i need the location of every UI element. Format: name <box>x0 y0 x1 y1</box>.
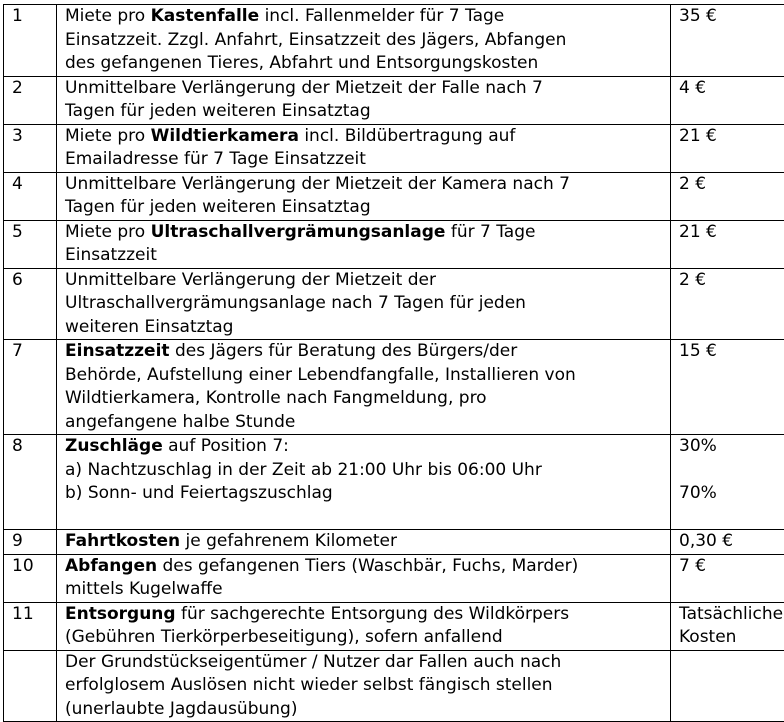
row-description: Abfangen des gefangenen Tiers (Waschbär, Fuchs, Marder) mittels Kugelwaffe <box>57 554 671 602</box>
row-price: 0,30 € <box>671 530 784 555</box>
table-row <box>4 172 784 220</box>
surcharge-holiday-percent: 70% <box>679 482 784 506</box>
row-number: 6 <box>4 268 57 340</box>
row-description: Zuschläge auf Position 7: a) Nachtzuschlag in der Zeit ab 21:00 Uhr bis 06:00 Uhr b) Sonn- und Feiertagszuschlag <box>57 435 671 530</box>
fee-table <box>3 4 784 722</box>
row-number: 3 <box>4 124 57 172</box>
row-number: 5 <box>4 220 57 268</box>
table-row <box>4 530 784 555</box>
row-description: Fahrtkosten je gefahrenem Kilometer <box>57 530 671 555</box>
row-price <box>671 435 784 530</box>
row-description: Einsatzzeit des Jägers für Beratung des Bürgers/der Behörde, Aufstellung einer Lebendfangfalle, Installieren von Wildtierkamera, Kontrolle nach Fangmeldung, pro angefangene halbe Stunde <box>57 340 671 435</box>
row-description: Der Grundstückseigentümer / Nutzer dar Fallen auch nach erfolglosem Auslösen nicht wieder selbst fängisch stellen (unerlaubte Jagdausübung) <box>57 650 671 722</box>
table-row <box>4 602 784 650</box>
row-price: 2 € <box>671 172 784 220</box>
row-price <box>671 650 784 722</box>
table-row <box>4 220 784 268</box>
row-number: 1 <box>4 5 57 77</box>
table-row <box>4 650 784 722</box>
row-price: 35 € <box>671 5 784 77</box>
table-row <box>4 554 784 602</box>
row-description: Unmittelbare Verlängerung der Mietzeit der Falle nach 7 Tagen für jeden weiteren Einsatztag <box>57 76 671 124</box>
bold-term: Kastenfalle <box>151 6 260 26</box>
table-row <box>4 268 784 340</box>
table-row <box>4 124 784 172</box>
table-row <box>4 340 784 435</box>
row-number: 4 <box>4 172 57 220</box>
table-row <box>4 5 784 77</box>
bold-term: Einsatzzeit <box>65 341 170 361</box>
row-price: 7 € <box>671 554 784 602</box>
row-price: 2 € <box>671 268 784 340</box>
row-description: Unmittelbare Verlängerung der Mietzeit der Ultraschallvergrämungsanlage nach 7 Tagen für jeden weiteren Einsatztag <box>57 268 671 340</box>
row-number <box>4 650 57 722</box>
surcharge-night-percent: 30% <box>679 435 784 459</box>
row-number: 8 <box>4 435 57 530</box>
bold-term: Entsorgung <box>65 604 176 624</box>
bold-term: Fahrtkosten <box>65 531 180 551</box>
row-description: Miete pro Ultraschallvergrämungsanlage für 7 Tage Einsatzzeit <box>57 220 671 268</box>
bold-term: Wildtierkamera <box>151 126 299 146</box>
row-number: 7 <box>4 340 57 435</box>
row-number: 2 <box>4 76 57 124</box>
bold-term: Ultraschallvergrämungsanlage <box>151 222 446 242</box>
row-price: Tatsächliche Kosten <box>671 602 784 650</box>
row-description: Unmittelbare Verlängerung der Mietzeit der Kamera nach 7 Tagen für jeden weiteren Einsatztag <box>57 172 671 220</box>
row-number: 10 <box>4 554 57 602</box>
row-price: 15 € <box>671 340 784 435</box>
row-number: 11 <box>4 602 57 650</box>
row-price: 21 € <box>671 220 784 268</box>
row-description: Miete pro Kastenfalle incl. Fallenmelder für 7 Tage Einsatzzeit. Zzgl. Anfahrt, Einsatzzeit des Jägers, Abfangen des gefangenen Tieres, Abfahrt und Entsorgungskosten <box>57 5 671 77</box>
row-description: Miete pro Wildtierkamera incl. Bildübertragung auf Emailadresse für 7 Tage Einsatzzeit <box>57 124 671 172</box>
bold-term: Zuschläge <box>65 436 163 456</box>
table-row <box>4 435 784 530</box>
row-price: 4 € <box>671 76 784 124</box>
row-price: 21 € <box>671 124 784 172</box>
row-description: Entsorgung für sachgerechte Entsorgung des Wildkörpers (Gebühren Tierkörperbeseitigung), sofern anfallend <box>57 602 671 650</box>
row-number: 9 <box>4 530 57 555</box>
table-row <box>4 76 784 124</box>
bold-term: Abfangen <box>65 556 157 576</box>
